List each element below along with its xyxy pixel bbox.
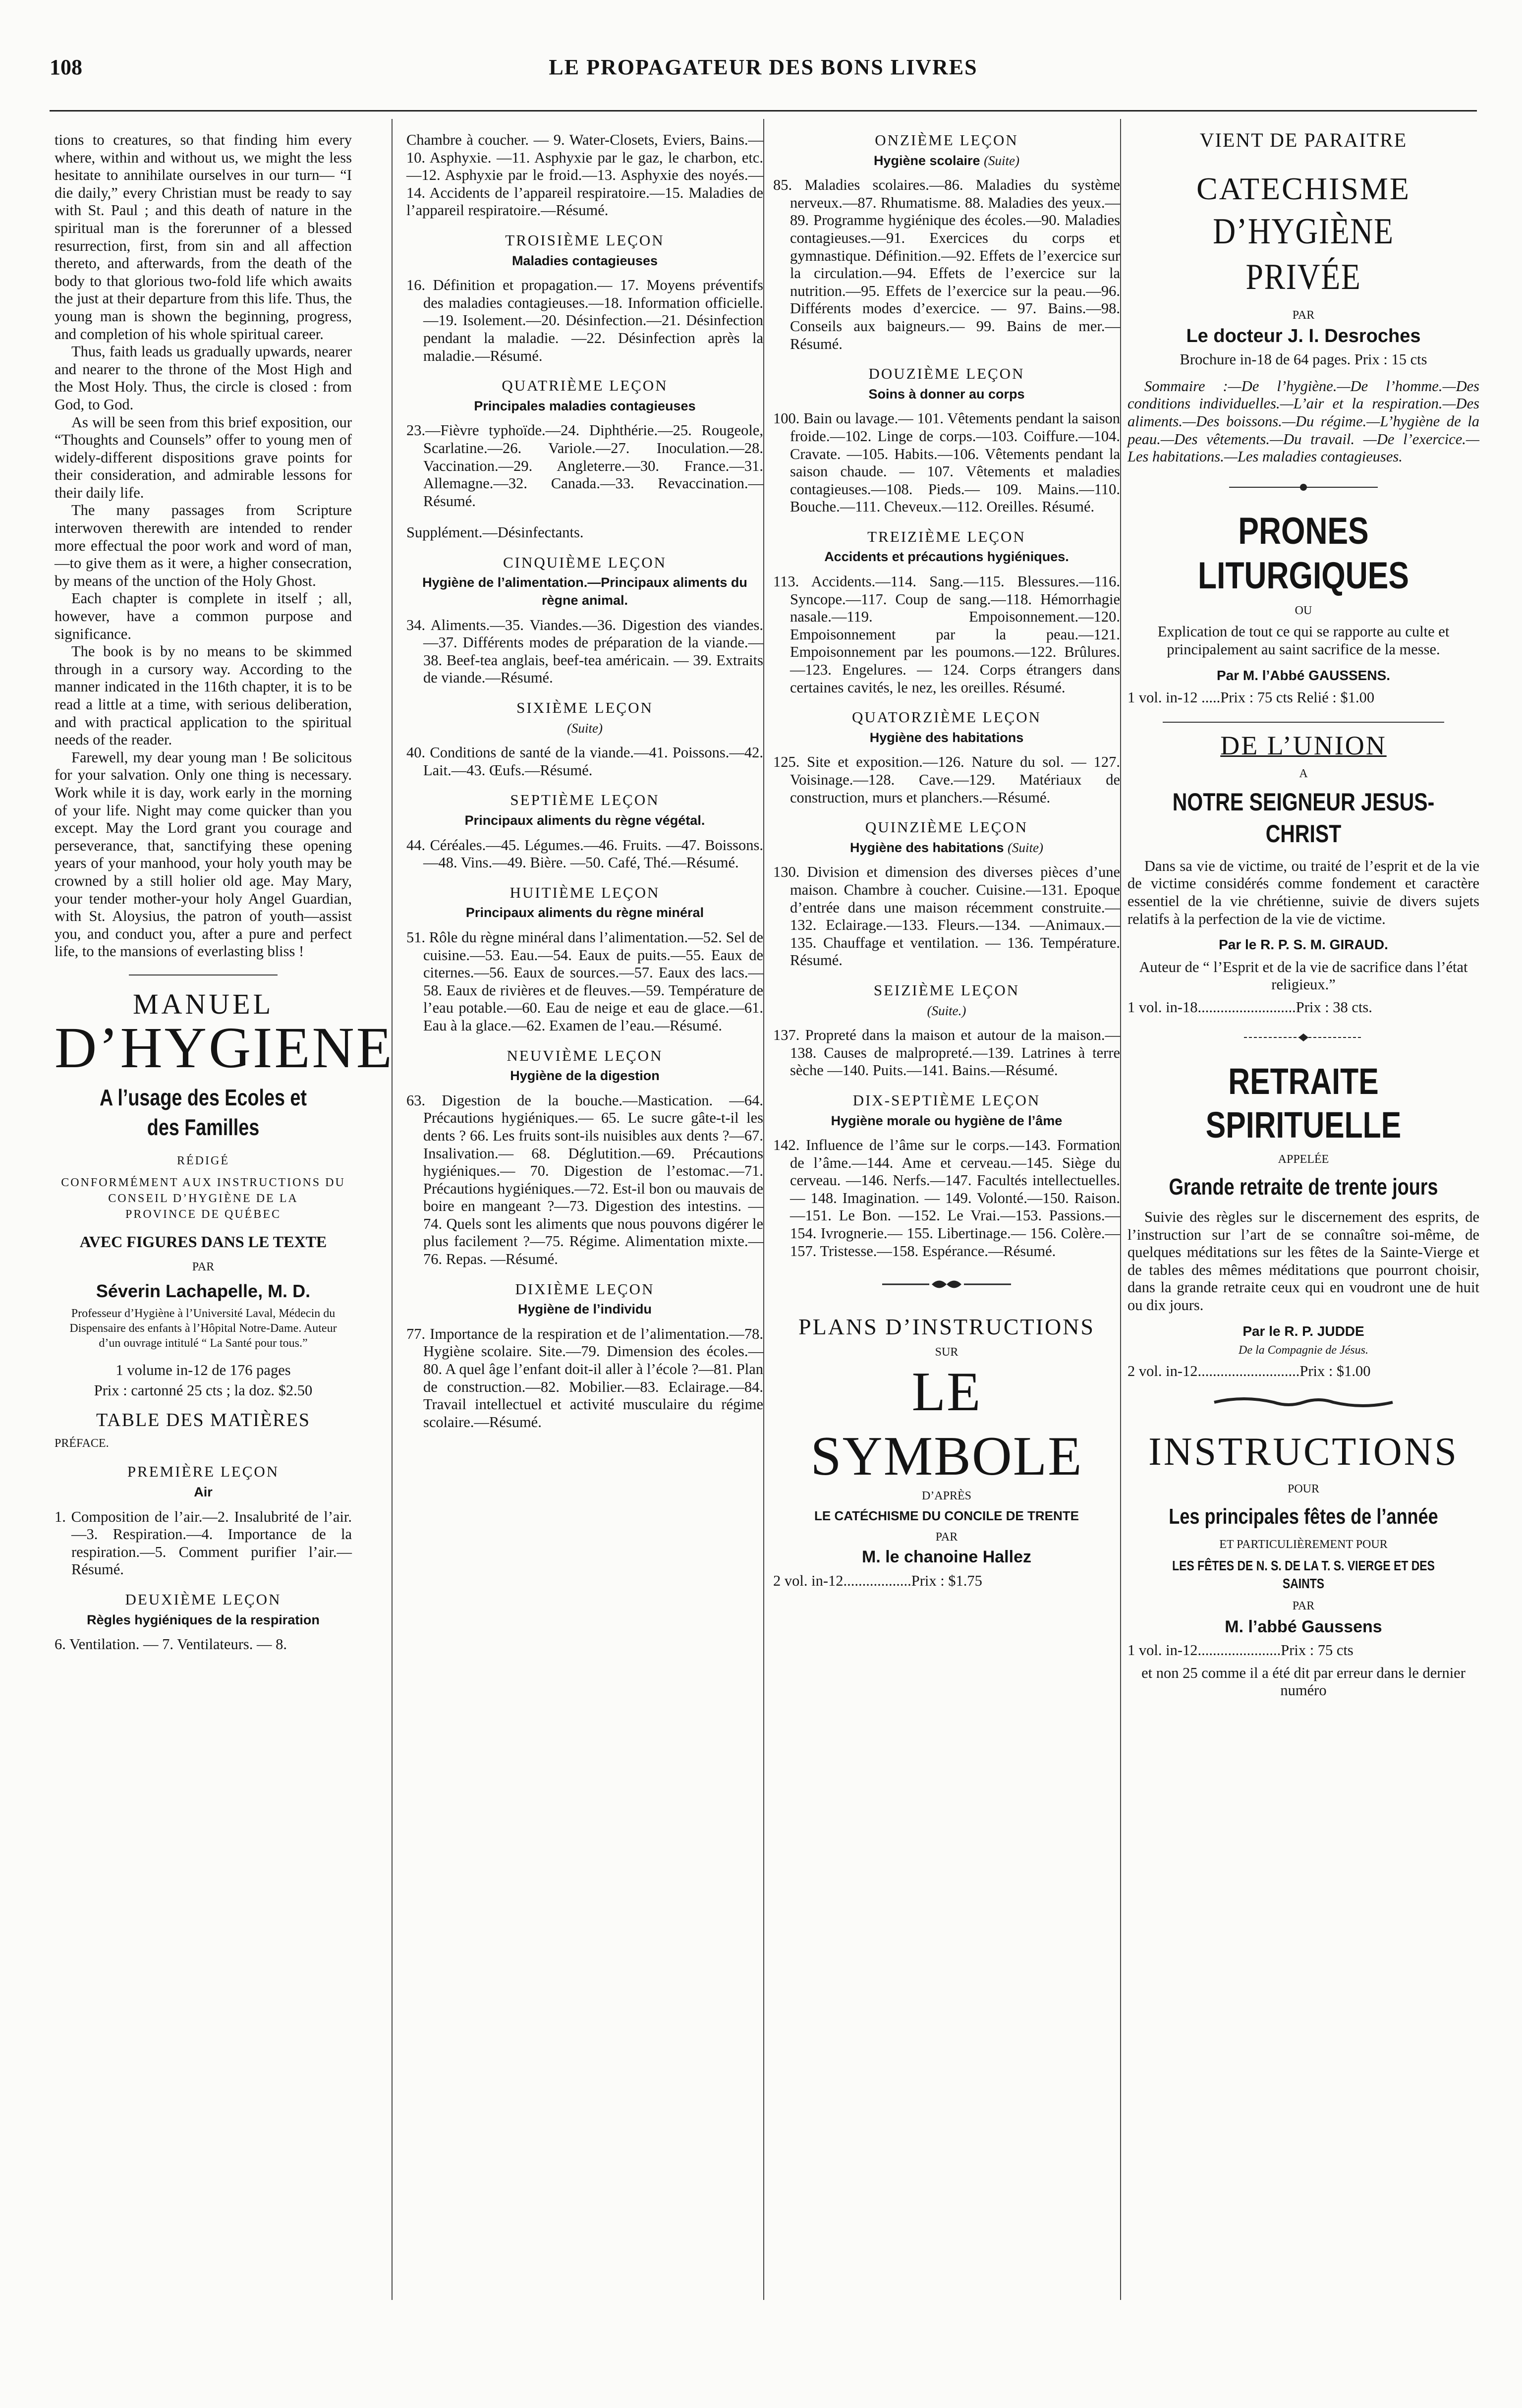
plans-title: PLANS D’INSTRUCTIONS — [798, 1314, 1095, 1339]
retraite-appelee: APPELÉE — [1278, 1153, 1329, 1166]
lesson-text: 34. Aliments.—35. Viandes.—36. Digestion des viandes.—37. Différents modes de préparation de la viande.—38. Beef-tea anglais, beef-tea américain. — 39. Extraits de viande.—Résumé. — [406, 616, 763, 687]
lesson-subtitle: Principaux aliments du règne végétal. — [464, 813, 705, 828]
nsjc-price: 1 vol. in-18..........................Prix : 38 cts. — [1127, 998, 1372, 1016]
lesson-heading: DIXIÈME LEÇON — [515, 1280, 655, 1298]
author-credentials: Professeur d’Hygiène à l’Université Laval, Médecin du Dispensaire des enfants à l’Hôpital Notre-Dame. Auteur d’un ouvrage intitulé “ La Santé pour tous.” — [69, 1307, 337, 1350]
lesson-subtitle: Principales maladies contagieuses — [474, 398, 696, 413]
separator-rule — [1163, 722, 1444, 723]
plans-author: M. le chanoine Hallez — [862, 1548, 1031, 1567]
prones-desc: Explication de tout ce qui se rapporte au culte et principalement au saint sacrifice de la messe. — [1157, 623, 1450, 658]
lesson-text: 51. Rôle du règne minéral dans l’alimentation.—52. Sel de cuisine.—53. Eau.—54. Eaux de puits.—55. Eaux de citernes.—56. Eaux de sources.—57. Eaux des lacs.—58. Eaux de rivières et de fleuves.—59. Température de l’eau potable.—60. Eau de neige et eau de glace.—61. Eau à la glace.—62. Examen de l’eau.—Résumé. — [406, 928, 763, 1034]
instr-author: M. l’abbé Gaussens — [1225, 1617, 1382, 1636]
lesson-subtitle: (Suite) — [567, 720, 603, 736]
paragraph: Farewell, my dear young man ! Be solicitous for your salvation. Only one thing is necessary. Work while it is day, work early in the morning of your life. Night may come quicker than you except. May the Lord grant you courage and perseverance, that, sanctifying these opening years of your manhood, your holy youth may be crowned by a still holier old age. May Mary, your tender mother-your holy Angel Guardian, with St. Aloysius, the patron of youth—assist you, and conduct you, after a pure and perfect life, to the mansions of everlasting bliss ! — [55, 748, 352, 960]
lesson-heading: DEUXIÈME LEÇON — [125, 1591, 282, 1608]
column-rule — [1120, 119, 1121, 2300]
ornament-divider — [1127, 479, 1479, 497]
plans-catechisme: LE CATÉCHISME DU CONCILE DE TRENTE — [814, 1508, 1079, 1523]
lesson-text: 6. Ventilation. — 7. Ventilateurs. — 8. — [55, 1636, 287, 1653]
plans-price: 2 vol. in-12..................Prix : $1.75 — [773, 1572, 982, 1590]
instr-sub: Les principales fêtes de l’année — [1169, 1504, 1438, 1529]
lesson-subtitle: Hygiène de l’individu — [517, 1302, 652, 1317]
paragraph: tions to creatures, so that finding him every where, within and without us, we might the less hesitate to annihilate ourselves in our turn— “I die daily,” every Christian must be ready to say with St. Paul ; and this death of nature in the spiritual man is the forerunner of a blessed resurrection, first, from sin and all affection thereto, and afterwards, from the death of the body to that glorious two-fold life which awaits the just at their departure from this life. Thus, the young man is shown the beginning, progress, and completion of his whole spiritual career. — [55, 131, 352, 343]
lesson-subtitle: Hygiène de la digestion — [510, 1068, 660, 1084]
lesson-subtitle: Hygiène morale ou hygiène de l’âme — [831, 1113, 1063, 1128]
lesson-subtitle: Hygiène des habitations — [849, 840, 1004, 855]
union-title: DE L’UNION — [1220, 730, 1387, 760]
lesson-heading: SEPTIÈME LEÇON — [510, 791, 660, 809]
lesson-heading: TREIZIÈME LEÇON — [867, 527, 1026, 545]
paragraph: The book is by no means to be skimmed through in a cursory way. According to the manner indicated in the 116th chapter, it is to be read a little at a time, with serious deliberation, and with practical application to the spiritual needs of the reader. — [55, 643, 352, 748]
header-rule — [50, 110, 1477, 112]
lesson-subtitle: Hygiène scolaire — [873, 153, 980, 168]
page-number: 108 — [50, 55, 82, 79]
plans-sur: SUR — [935, 1345, 958, 1359]
cat-brochure: Brochure in-18 de 64 pages. Prix : 15 cts — [1180, 351, 1427, 368]
price-info: Prix : cartonné 25 cts ; la doz. $2.50 — [94, 1382, 313, 1399]
retraite-price: 2 vol. in-12...........................Prix : $1.00 — [1127, 1363, 1371, 1380]
lesson-text: 44. Céréales.—45. Légumes.—46. Fruits. —47. Boissons.—48. Vins.—49. Bière. —50. Café, Thé.—Résumé. — [406, 836, 763, 871]
conform-line: CONFORMÉMENT AUX INSTRUCTIONS DU — [61, 1176, 345, 1189]
lesson-subtitle: Accidents et précautions hygiéniques. — [824, 549, 1069, 565]
nsjc-author: Par le R. P. S. M. GIRAUD. — [1219, 937, 1388, 953]
lesson-heading: DIX-SEPTIÈME LEÇON — [852, 1091, 1041, 1109]
lesson-suite: (Suite) — [1008, 840, 1044, 855]
column-rule — [763, 119, 764, 2300]
retraite-title: RETRAITE SPIRITUELLE — [1205, 1061, 1402, 1146]
lesson-text: 137. Propreté dans la maison et autour de la maison.—138. Causes de malpropreté.—139. Latrines à terre sèche —140. Puits.—141. Bains.—Résumé. — [773, 1027, 1120, 1079]
volume-info: 1 volume in-12 de 176 pages — [115, 1361, 291, 1378]
lesson-subtitle: (Suite.) — [927, 1003, 966, 1018]
manuel-title: MANUEL — [132, 987, 274, 1020]
paragraph: As will be seen from this brief exposition, our “Thoughts and Counsels” offer to young men of widely-different dispositions grave points for their consideration, and admirable lessons for their daily life. — [55, 413, 352, 501]
prones-ou: OU — [1295, 604, 1312, 618]
lesson-subtitle: Hygiène des habitations — [869, 730, 1024, 745]
lesson-text: 85. Maladies scolaires.—86. Maladies du système nerveux.—87. Rhumatisme. 88. Maladies des yeux.—89. Programme hygiénique des écoles.—90. Maladies contagieuses.—91. Exercices du corps et gymnastique. Définition.—92. Effets de l’exercice sur la circulation.—94. Effets de l’exercice sur la nutrition.—95. Effets de l’exercice sur la peau.—96. Différents modes d’exercice. — 97. Bains.—98. Conseils aux baigneurs.— 99. Bains de mer.—Résumé. — [773, 176, 1120, 352]
prones-author: Par M. l’Abbé GAUSSENS. — [1216, 667, 1391, 683]
running-title: LE PROPAGATEUR DES BONS LIVRES — [549, 55, 978, 79]
lesson-text: 1. Composition de l’air.—2. Insalubrité de l’air.—3. Respiration.—4. Importance de la respiration.—5. Comment purifier l’air.—Résumé. — [55, 1508, 352, 1578]
union-a: A — [1299, 767, 1308, 780]
lesson-heading: TROISIÈME LEÇON — [505, 231, 665, 249]
instr-fetes: LES FÊTES DE N. S. DE LA T. S. VIERGE ET DES SAINTS — [1172, 1558, 1435, 1591]
cat-author: Le docteur J. I. Desroches — [1186, 325, 1421, 346]
column-1 — [55, 131, 394, 2299]
lesson-text: 113. Accidents.—114. Sang.—115. Blessures.—116. Syncope.—117. Coup de sang.—118. Hémorrhagie nasale.—119. Empoisonnement.—120. Empoisonnement par la peau.—121. Empoisonnement par les poumons.—122. Brûlures. —123. Engelures. — 124. Corps étrangers dans certaines cavités, le nez, les oreilles. Résumé. — [773, 573, 1120, 696]
column-rule — [392, 119, 393, 2300]
lesson-text: 63. Digestion de la bouche.—Mastication. —64. Précautions hygiéniques.— 65. Le sucre gâte-t-il les dents ? 66. Les fruits sont-ils nuisibles aux dents ?—67. Insalivation.— 68. Déglutition.—69. Précautions hygiéniques.— 70. Digestion de l’estomac.—71. Précautions hygiéniques.—72. Est-il bon ou mauvais de boire en mangeant ?—73. Digestion des intestins. — 74. Quels sont les aliments que nous pouvons digérer le plus facilement ?—75. Régime. Alimentation mixte.—76. Repas. —Résumé. — [406, 1091, 763, 1268]
redige-label: RÉDIGÉ — [177, 1154, 229, 1167]
lesson-heading: DOUZIÈME LEÇON — [868, 365, 1025, 383]
ornament-icon — [1229, 482, 1378, 492]
lesson-heading: ONZIÈME LEÇON — [875, 131, 1018, 149]
figures-line: AVEC FIGURES DANS LE TEXTE — [79, 1232, 327, 1251]
catechisme-title: CATECHISME — [1196, 171, 1410, 206]
lesson-text: 125. Site et exposition.—126. Nature du sol. — 127. Voisinage.—128. Cave.—129. Matériaux de construction, murs et planchers.—Résumé. — [773, 753, 1120, 806]
lesson-subtitle: Principaux aliments du règne minéral — [465, 905, 704, 920]
lesson-heading: NEUVIÈME LEÇON — [507, 1046, 663, 1064]
paragraph: Each chapter is complete in itself ; all, however, have a common purpose and significance. — [55, 590, 352, 642]
lesson-subtitle: Maladies contagieuses — [511, 253, 658, 268]
ornament-divider — [1127, 1392, 1479, 1417]
vient-de-paraitre: VIENT DE PARAITRE — [1199, 129, 1408, 151]
lesson-text: 142. Influence de l’âme sur le corps.—143. Formation de l’âme.—144. Ame et cerveau.—145. Siège du cerveau. —146. Nerfs.—147. Facultés intellectuelles. — 148. Imagination. — 149. Volonté.—150. Raison.—151. Le Bon. —152. Le Vrai.—153. Passions.—154. Ivrognerie.— 155. Libertinage.— 156. Colère.—157. Tristesse.—158. Espérance.—Résumé. — [773, 1137, 1120, 1260]
hygiene-privee-title: D’HYGIÈNE PRIVÉE — [1213, 211, 1394, 297]
ornament-icon — [1214, 1392, 1393, 1412]
column-4 — [1127, 131, 1479, 2299]
retraite-note: De la Compagnie de Jésus. — [1239, 1344, 1368, 1357]
nsjc-note: Auteur de “ l’Esprit et de la vie de sacrifice dans l’état religieux.” — [1139, 958, 1468, 993]
lesson-heading: QUATRIÈME LEÇON — [502, 377, 668, 395]
lesson-subtitle: Hygiène de l’alimentation.—Principaux aliments du règne animal. — [422, 575, 747, 608]
par-label: PAR — [192, 1261, 215, 1274]
lesson-text: 77. Importance de la respiration et de l’alimentation.—78. Hygiène scolaire. Site.—79. Dimension des écoles.—80. A quel âge l’enfant doit-il aller à l’école ?—81. Plan de construction.—82. Mobilier.—83. Eclairage.—84. Travail intellectuel et activité musculaire du régime scolaire.—Résumé. — [406, 1325, 763, 1431]
lesson-text: 16. Définition et propagation.— 17. Moyens préventifs des maladies contagieuses.—18. Information officielle. —19. Isolement.—20. Désinfection.—21. Désinfection pendant la maladie. —22. Désinfection après la maladie.—Résumé. — [406, 277, 763, 364]
preface-label: PRÉFACE. — [55, 1437, 109, 1450]
lesson-heading: SIXIÈME LEÇON — [516, 699, 653, 717]
manuel-author: Séverin Lachapelle, M. D. — [96, 1281, 311, 1302]
plans-par: PAR — [935, 1531, 958, 1544]
lesson-text: 100. Bain ou lavage.— 101. Vêtements pendant la saison froide.—102. Linge de corps.—103. Coiffure.—104. Cravate. —105. Habits.—106. Vêtements pendant la saison chaude. — 107. Vêtements et maladies contagieuses.—108. Pieds.— 109. Mains.—110. Bouche.—111. Cheveux.—112. Oreilles. Résumé. — [773, 410, 1120, 516]
plans-symbole: LE SYMBOLE — [810, 1361, 1083, 1487]
lesson-text: Chambre à coucher. — 9. Water-Closets, Eviers, Bains.—10. Asphyxie. —11. Asphyxie par le gaz, le charbon, etc.—12. Asphyxie par le froid.—13. Asphyxie des noyés.—14. Accidents de l’appareil respiratoire.—15. Maladies de l’appareil respiratoire.—Résumé. — [406, 131, 763, 219]
prones-title: PRONES LITURGIQUES — [1198, 510, 1409, 597]
lesson-heading: SEIZIÈME LEÇON — [873, 981, 1020, 999]
lesson-heading: PREMIÈRE LEÇON — [127, 1463, 280, 1481]
retraite-desc: Suivie des règles sur le discernement des esprits, de l’instruction sur l’art de se connaître soi-même, de quelques méditations sur les fêtes de la Sainte-Vierge et de tables des mêmes méditations que pourront choisir, dans la grande retraite ceux qui en voudront une de huit ou dix jours. — [1127, 1208, 1479, 1314]
lesson-heading: CINQUIÈME LEÇON — [503, 553, 667, 571]
plans-dapres: D’APRÈS — [921, 1489, 972, 1502]
conform-line: CONSEIL D’HYGIÈNE DE LA — [108, 1192, 298, 1205]
paragraph: Thus, faith leads us gradually upwards, nearer and nearer to the throne of the Most High and the Most Holy. Thus, the circle is closed : from God, to God. — [55, 343, 352, 413]
instr-note: et non 25 comme il a été dit par erreur dans le dernier numéro — [1141, 1664, 1466, 1699]
ornament-divider — [773, 1277, 1120, 1296]
ornament-icon — [882, 1277, 1011, 1292]
ornament-icon — [1244, 1032, 1363, 1042]
cat-par: PAR — [1292, 308, 1315, 322]
manuel-subtitle: A l’usage des Ecoles et des Familles — [100, 1084, 307, 1140]
column-2 — [406, 131, 763, 2299]
lesson-text: 23.—Fièvre typhoïde.—24. Diphthérie.—25. Rougeole, Scarlatine.—26. Variole.—27. Inoculation.—28. Vaccination.—29. Angleterre.—30. France.—31. Allemagne.—32. Canada.—33. Revaccination.—Résumé. — [406, 422, 763, 510]
nsjc-title: NOTRE SEIGNEUR JESUS-CHRIST — [1172, 788, 1435, 848]
lesson-text: 130. Division et dimension des diverses pièces d’une maison. Chambre à coucher. Cuisine.—131. Epoque d’entrée dans une maison récemment construite.—132. Eclairage.—133. Fleurs.—134. —Animaux.—135. Chauffage et ventilation. — 136. Température. Résumé. — [773, 863, 1120, 969]
conform-line: PROVINCE DE QUÉBEC — [125, 1207, 281, 1221]
lesson-subtitle: Soins à donner au corps — [868, 386, 1025, 401]
lesson-text: 40. Conditions de santé de la viande.—41. Poissons.—42. Lait.—43. Œufs.—Résumé. — [406, 744, 763, 779]
cat-sommaire: Sommaire :—De l’hygiène.—De l’homme.—Des conditions individuelles.—L’air et la respiration.—Des aliments.—Des boissons.—Du régime.—L’hygiène de la peau.—Des vêtements.—Du travail. —De l’exercice.—Les habitations.—Les maladies contagieuses. — [1127, 377, 1479, 465]
page-header — [50, 55, 1477, 109]
table-title: TABLE DES MATIÈRES — [96, 1409, 310, 1431]
paragraph: The many passages from Scripture interwoven therewith are intended to render more effectual the poor work and word of man,—to give them as it were, a higher consecration, by means of the unction of the Holy Ghost. — [55, 502, 352, 589]
lesson-subtitle: Air — [194, 1485, 213, 1500]
lesson-heading: HUITIÈME LEÇON — [509, 883, 660, 901]
nsjc-desc: Dans sa vie de victime, ou traité de l’esprit et de la vie de victime considérés comme fondement et caractère essentiel de la vie chrétienne, suivie de divers sujets relatifs à la perfection de la vie de victime. — [1127, 857, 1479, 927]
instr-pour: POUR — [1287, 1483, 1320, 1496]
ornament-divider — [1127, 1029, 1479, 1047]
supplement-line: Supplément.—Désinfectants. — [406, 524, 584, 541]
lesson-suite: (Suite) — [984, 153, 1020, 168]
lesson-heading: QUATORZIÈME LEÇON — [852, 708, 1041, 726]
column-3 — [773, 131, 1120, 2299]
prones-price: 1 vol. in-12 .....Prix : 75 cts Relié : $1.00 — [1127, 689, 1375, 706]
instr-et: ET PARTICULIÈREMENT POUR — [1219, 1538, 1388, 1551]
instr-price: 1 vol. in-12......................Prix : 75 cts — [1127, 1642, 1353, 1659]
retraite-author: Par le R. P. JUDDE — [1242, 1323, 1364, 1339]
retraite-sub: Grande retraite de trente jours — [1169, 1174, 1438, 1200]
instructions-title: INSTRUCTIONS — [1148, 1430, 1459, 1474]
lesson-heading: QUINZIÈME LEÇON — [865, 818, 1028, 836]
instr-par: PAR — [1292, 1599, 1315, 1612]
lesson-subtitle: Règles hygiéniques de la respiration — [87, 1612, 320, 1627]
hygiene-title: D’HYGIENE — [55, 1015, 394, 1080]
